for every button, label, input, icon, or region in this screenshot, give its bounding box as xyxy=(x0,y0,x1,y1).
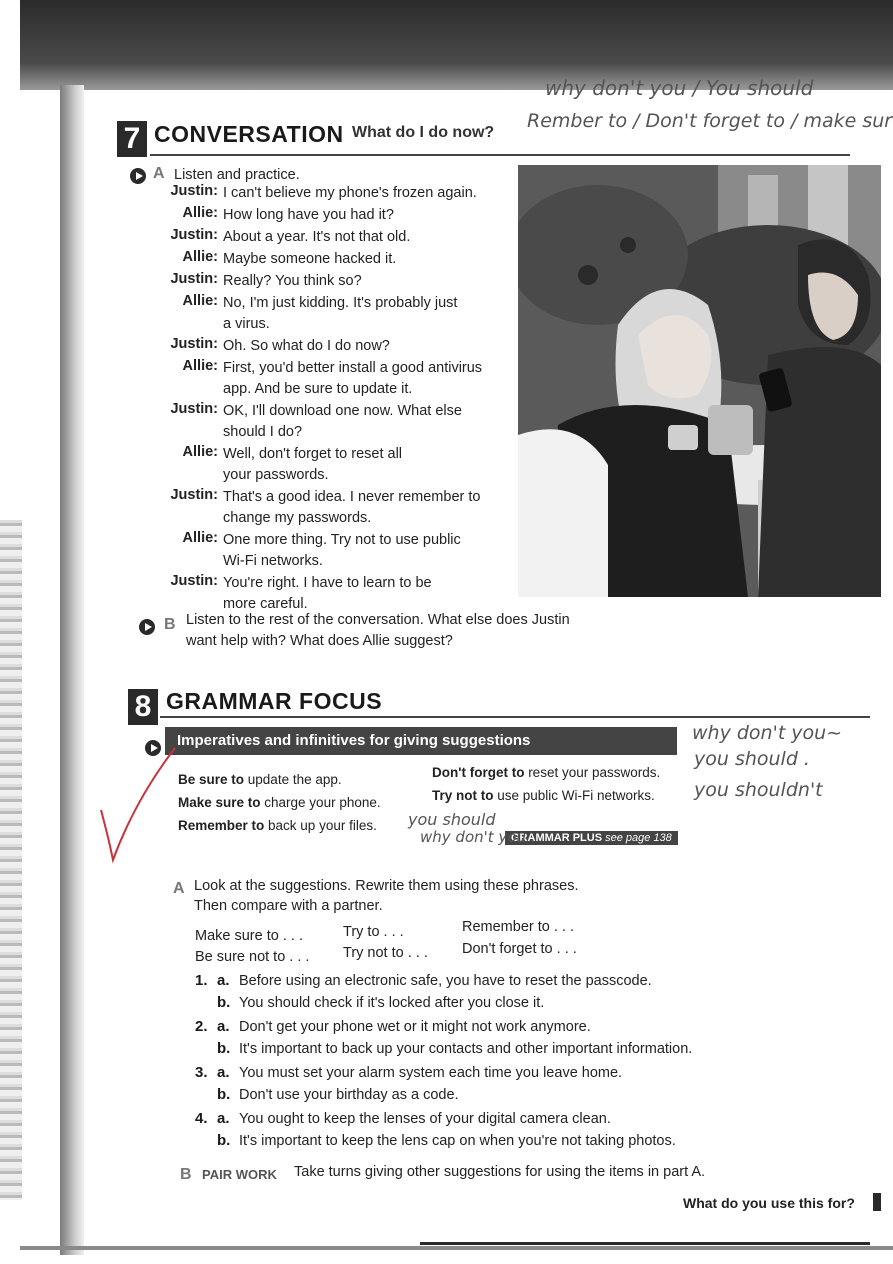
red-check-mark-icon xyxy=(95,740,185,870)
s8-part-a-line-2: Then compare with a partner. xyxy=(194,898,383,914)
exercise-sub-a: a. xyxy=(217,972,230,989)
dialogue-line: app. And be sure to update it. xyxy=(223,381,413,397)
handwritten-note-top-1: why don't you / You should xyxy=(545,76,814,100)
rule-keyword: Don't forget to xyxy=(432,765,525,780)
phrase: Be sure not to . . . xyxy=(195,949,310,965)
exercise-sub-b: b. xyxy=(217,1086,231,1103)
grammar-rule-right xyxy=(432,788,655,803)
dialogue-turn xyxy=(163,487,513,529)
dialogue-line: About a year. It's not that old. xyxy=(223,229,411,245)
dialogue-turn xyxy=(163,293,513,335)
speaker-label: Allie: xyxy=(182,293,218,309)
dialogue-line: more careful. xyxy=(223,596,308,612)
speaker-label: Justin: xyxy=(170,573,218,589)
handwritten-note-box-1: you should xyxy=(408,810,496,829)
exercise-sub-b: b. xyxy=(217,1132,231,1149)
speaker-label: Allie: xyxy=(182,205,218,221)
exercise-b-text: It's important to back up your contacts and other important information. xyxy=(239,1041,693,1057)
dialogue-turn xyxy=(163,358,513,400)
dialogue-turn xyxy=(163,530,513,572)
dialogue xyxy=(163,183,513,616)
dialogue-turn xyxy=(163,227,513,248)
exercise-number: 4. xyxy=(195,1110,208,1127)
grammar-rule-right xyxy=(432,765,660,780)
exercise-sub-b: b. xyxy=(217,994,231,1011)
exercise-sub-a: a. xyxy=(217,1064,230,1081)
grammar-plus-label: GRAMMAR PLUS xyxy=(511,832,603,844)
exercise-number: 1. xyxy=(195,972,208,989)
pair-work-label: PAIR WORK xyxy=(202,1167,277,1182)
speaker-label: Justin: xyxy=(170,487,218,503)
rule-text: use public Wi-Fi networks. xyxy=(493,788,655,803)
part-b-line-1: Listen to the rest of the conversation. What else does Justin xyxy=(186,612,570,628)
rule-text: update the app. xyxy=(244,772,342,787)
dialogue-turn xyxy=(163,249,513,270)
dialogue-line: Wi-Fi networks. xyxy=(223,553,323,569)
exercise-item xyxy=(195,970,755,1014)
handwritten-note-top-2: Rember to / Don't forget to / make sur xyxy=(527,110,893,132)
photo-illustration xyxy=(518,165,881,597)
speaker-label: Allie: xyxy=(182,444,218,460)
section-8-title: GRAMMAR FOCUS xyxy=(166,688,383,714)
exercise-b-text: It's important to keep the lens cap on when you're not taking photos. xyxy=(239,1133,676,1149)
part-b-line-2: want help with? What does Allie suggest? xyxy=(186,633,453,649)
audio-play-icon[interactable] xyxy=(139,619,155,635)
part-a-letter: A xyxy=(153,165,165,182)
grammar-rule-left xyxy=(178,818,377,833)
dialogue-line: should I do? xyxy=(223,424,303,440)
page-edge-artifact xyxy=(0,520,22,1200)
exercise-sub-a: a. xyxy=(217,1110,230,1127)
dialogue-line: I can't believe my phone's frozen again. xyxy=(223,185,477,201)
s8-part-b-letter: B xyxy=(180,1166,192,1183)
speaker-label: Justin: xyxy=(170,401,218,417)
exercise-list xyxy=(195,970,755,1154)
section-7-rule xyxy=(150,154,850,156)
phrase: Try to . . . xyxy=(343,924,404,940)
phrase: Don't forget to . . . xyxy=(462,941,577,957)
dialogue-turn xyxy=(163,271,513,292)
exercise-b-text: Don't use your birthday as a code. xyxy=(239,1087,459,1103)
footer-tab-marker xyxy=(873,1193,881,1211)
rule-text: charge your phone. xyxy=(260,795,381,810)
audio-play-icon[interactable] xyxy=(130,168,146,184)
dialogue-turn xyxy=(163,183,513,204)
speaker-label: Allie: xyxy=(182,530,218,546)
s8-part-a-line-1: Look at the suggestions. Rewrite them using these phrases. xyxy=(194,878,579,894)
conversation-photo xyxy=(518,165,881,597)
phrase: Make sure to . . . xyxy=(195,928,303,944)
speaker-label: Allie: xyxy=(182,249,218,265)
exercise-number: 3. xyxy=(195,1064,208,1081)
handwritten-note-right-2: you should . xyxy=(694,748,810,770)
handwritten-note-right-3: you shouldn't xyxy=(694,779,823,801)
section-7-number: 7 xyxy=(117,121,147,157)
part-b-letter: B xyxy=(164,616,176,633)
exercise-a-text: Don't get your phone wet or it might not work anymore. xyxy=(239,1019,591,1035)
dialogue-line: Maybe someone hacked it. xyxy=(223,251,397,267)
speaker-label: Justin: xyxy=(170,271,218,287)
dialogue-line: First, you'd better install a good antivirus xyxy=(223,360,483,376)
section-7-title: CONVERSATION xyxy=(154,121,344,147)
dialogue-line: How long have you had it? xyxy=(223,207,394,223)
exercise-item xyxy=(195,1062,755,1106)
s8-part-a-letter: A xyxy=(173,880,185,897)
dialogue-line: a virus. xyxy=(223,316,270,332)
section-8-number: 8 xyxy=(128,689,158,725)
footer-text: What do you use this for? xyxy=(683,1195,855,1211)
dialogue-line: change my passwords. xyxy=(223,510,372,526)
grammar-rule-left xyxy=(178,795,381,810)
handwritten-note-right-1: why don't you~ xyxy=(692,722,843,744)
dialogue-turn xyxy=(163,336,513,357)
exercise-b-text: You should check if it's locked after you close it. xyxy=(239,995,545,1011)
part-a-instruction: Listen and practice. xyxy=(174,167,300,183)
speaker-label: Allie: xyxy=(182,358,218,374)
rule-text: reset your passwords. xyxy=(524,765,661,780)
speaker-label: Justin: xyxy=(170,227,218,243)
rule-keyword: Make sure to xyxy=(178,795,261,810)
grammar-box-title: Imperatives and infinitives for giving suggestions xyxy=(165,727,677,755)
dialogue-turn xyxy=(163,401,513,443)
scan-bottom-edge xyxy=(20,1246,893,1250)
rule-text: back up your files. xyxy=(264,818,377,833)
rule-keyword: Remember to xyxy=(178,818,265,833)
grammar-rule-left xyxy=(178,772,342,787)
dialogue-line: Well, don't forget to reset all xyxy=(223,446,403,462)
exercise-a-text: You ought to keep the lenses of your digital camera clean. xyxy=(239,1111,611,1127)
dialogue-line: Really? You think so? xyxy=(223,273,362,289)
section-7-subtitle: What do I do now? xyxy=(352,124,495,141)
phrase: Try not to . . . xyxy=(343,945,428,961)
dialogue-line: No, I'm just kidding. It's probably just xyxy=(223,295,458,311)
dialogue-line: your passwords. xyxy=(223,467,329,483)
exercise-sub-b: b. xyxy=(217,1040,231,1057)
book-spine-shadow xyxy=(60,85,84,1255)
exercise-item xyxy=(195,1016,755,1060)
section-8-rule xyxy=(160,716,870,718)
exercise-sub-a: a. xyxy=(217,1018,230,1035)
dialogue-line: One more thing. Try not to use public xyxy=(223,532,461,548)
speaker-label: Justin: xyxy=(170,183,218,199)
speaker-label: Justin: xyxy=(170,336,218,352)
exercise-a-text: Before using an electronic safe, you have to reset the passcode. xyxy=(239,973,652,989)
dialogue-line: That's a good idea. I never remember to xyxy=(223,489,481,505)
dialogue-line: Oh. So what do I do now? xyxy=(223,338,390,354)
dialogue-turn xyxy=(163,573,513,615)
phrase: Remember to . . . xyxy=(462,919,575,935)
exercise-number: 2. xyxy=(195,1018,208,1035)
exercise-item xyxy=(195,1108,755,1152)
dialogue-line: You're right. I have to learn to be xyxy=(223,575,432,591)
rule-keyword: Try not to xyxy=(432,788,494,803)
pair-work-text: Take turns giving other suggestions for using the items in part A. xyxy=(294,1164,706,1180)
dialogue-turn xyxy=(163,444,513,486)
exercise-a-text: You must set your alarm system each time you leave home. xyxy=(239,1065,623,1081)
rule-keyword: Be sure to xyxy=(178,772,245,787)
dialogue-turn xyxy=(163,205,513,226)
handwritten-note-box-2: why don't you . xyxy=(420,828,536,846)
footer-rule xyxy=(420,1242,870,1245)
grammar-plus-ref: see page 138 xyxy=(605,832,672,844)
dialogue-line: OK, I'll download one now. What else xyxy=(223,403,462,419)
